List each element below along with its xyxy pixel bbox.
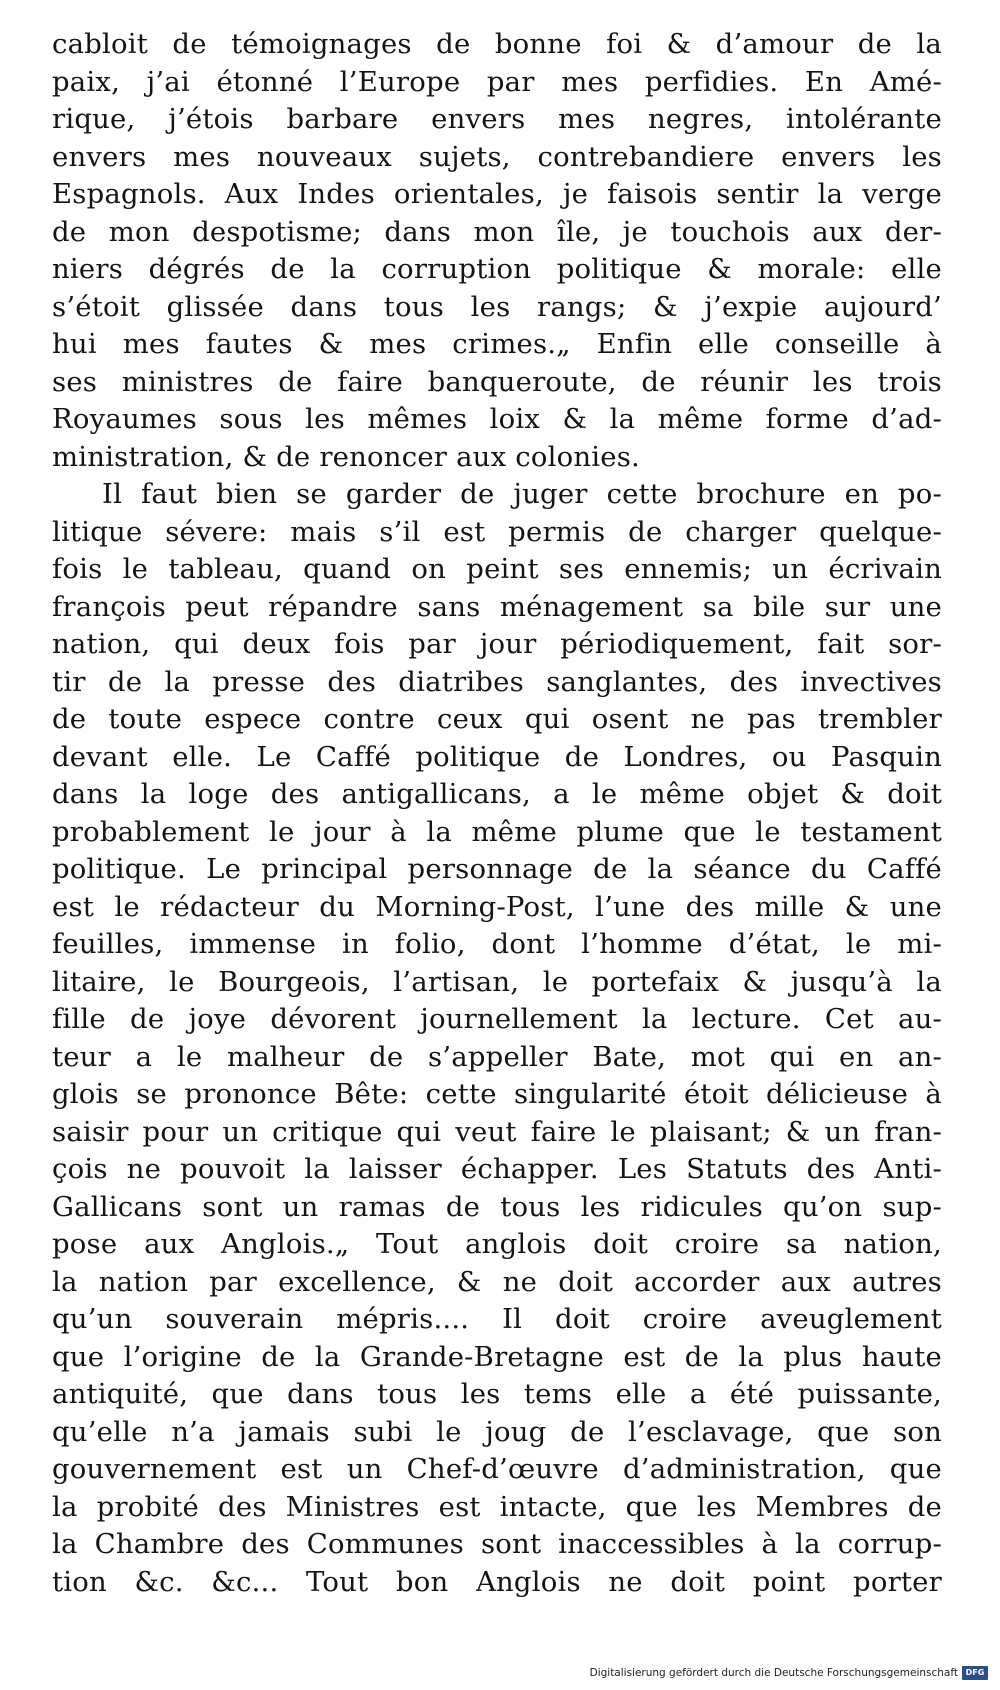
text-line: gouvernement est un Chef-d’œuvre d’administration, que bbox=[52, 1453, 942, 1485]
text-line: que l’origine de la Grande-Bretagne est de la plus haute bbox=[52, 1340, 942, 1373]
text-line: niers dégrés de la corruption politique & morale: elle bbox=[52, 253, 942, 285]
page-body-text bbox=[52, 26, 942, 1601]
text-line: probablement le jour à la même plume que le testament bbox=[52, 815, 942, 848]
text-line: devant elle. Le Caffé politique de Londres, ou Pasquin bbox=[52, 740, 942, 773]
text-line: çois ne pouvoit la laisser échapper. Les Statuts des Anti- bbox=[52, 1153, 942, 1185]
text-line: la Chambre des Communes sont inaccessibles à la corrup- bbox=[52, 1528, 942, 1560]
text-line: glois se prononce Bête: cette singularité étoit délicieuse à bbox=[52, 1078, 942, 1110]
text-line: tir de la presse des diatribes sanglantes, des invectives bbox=[52, 665, 942, 698]
text-line: qu’un souverain mépris.... Il doit croire aveuglement bbox=[52, 1303, 942, 1335]
credit-text: Digitalisierung gefördert durch die Deutsche Forschungsgemeinschaft bbox=[589, 1667, 958, 1679]
text-line: est le rédacteur du Morning-Post, l’une des mille & une bbox=[52, 890, 942, 923]
text-line: litaire, le Bourgeois, l’artisan, le portefaix & jusqu’à la bbox=[52, 965, 942, 998]
text-line: antiquité, que dans tous les tems elle a été puissante, bbox=[52, 1378, 942, 1410]
text-line: litique sévere: mais s’il est permis de charger quelque- bbox=[52, 515, 942, 548]
text-line: françois peut répandre sans ménagement sa bile sur une bbox=[52, 590, 942, 623]
text-line: la nation par excellence, & ne doit accorder aux autres bbox=[52, 1265, 942, 1298]
text-line: pose aux Anglois.„ Tout anglois doit croire sa nation, bbox=[52, 1228, 942, 1260]
text-line: de toute espece contre ceux qui osent ne pas trembler bbox=[52, 703, 942, 735]
text-line: teur a le malheur de s’appeller Bate, mot qui en an- bbox=[52, 1040, 942, 1073]
text-line: Gallicans sont un ramas de tous les ridicules qu’on sup- bbox=[52, 1190, 942, 1223]
text-line: nation, qui deux fois par jour périodiquement, fait sor- bbox=[52, 628, 942, 660]
text-line: dans la loge des antigallicans, a le même objet & doit bbox=[52, 778, 942, 810]
text-line: Il faut bien se garder de juger cette brochure en po- bbox=[102, 478, 942, 510]
text-line: qu’elle n’a jamais subi le joug de l’esclavage, que son bbox=[52, 1415, 942, 1448]
dfg-logo-icon: DFG bbox=[962, 1666, 988, 1680]
text-line: hui mes fautes & mes crimes.„ Enfin elle conseille à bbox=[52, 328, 942, 360]
text-line: saisir pour un critique qui veut faire le plaisant; & un fran- bbox=[52, 1115, 942, 1148]
text-line: Royaumes sous les mêmes loix & la même forme d’ad- bbox=[52, 403, 942, 435]
text-line: cabloit de témoignages de bonne foi & d’amour de la bbox=[52, 28, 942, 60]
text-line: politique. Le principal personnage de la séance du Caffé bbox=[52, 853, 942, 885]
text-line: ministration, & de renoncer aux colonies. bbox=[52, 440, 640, 473]
text-line: tion &c. &c... Tout bon Anglois ne doit point porter bbox=[52, 1565, 942, 1598]
text-line: rique, j’étois barbare envers mes negres, intolérante bbox=[52, 103, 942, 135]
text-line: ses ministres de faire banqueroute, de réunir les trois bbox=[52, 365, 942, 398]
text-line: fille de joye dévorent journellement la lecture. Cet au- bbox=[52, 1003, 942, 1035]
text-line: fois le tableau, quand on peint ses ennemis; un écrivain bbox=[52, 553, 942, 585]
text-line: envers mes nouveaux sujets, contrebandiere envers les bbox=[52, 140, 942, 173]
text-line: s’étoit glissée dans tous les rangs; & j’expie aujourd’ bbox=[52, 290, 942, 323]
digitization-credit bbox=[590, 1664, 988, 1682]
text-line: de mon despotisme; dans mon île, je touchois aux der- bbox=[52, 215, 942, 248]
text-line: Espagnols. Aux Indes orientales, je faisois sentir la verge bbox=[52, 178, 942, 210]
text-line: feuilles, immense in folio, dont l’homme d’état, le mi- bbox=[52, 928, 942, 960]
text-line: la probité des Ministres est intacte, que les Membres de bbox=[52, 1490, 942, 1523]
text-line: paix, j’ai étonné l’Europe par mes perfidies. En Amé- bbox=[52, 65, 942, 98]
